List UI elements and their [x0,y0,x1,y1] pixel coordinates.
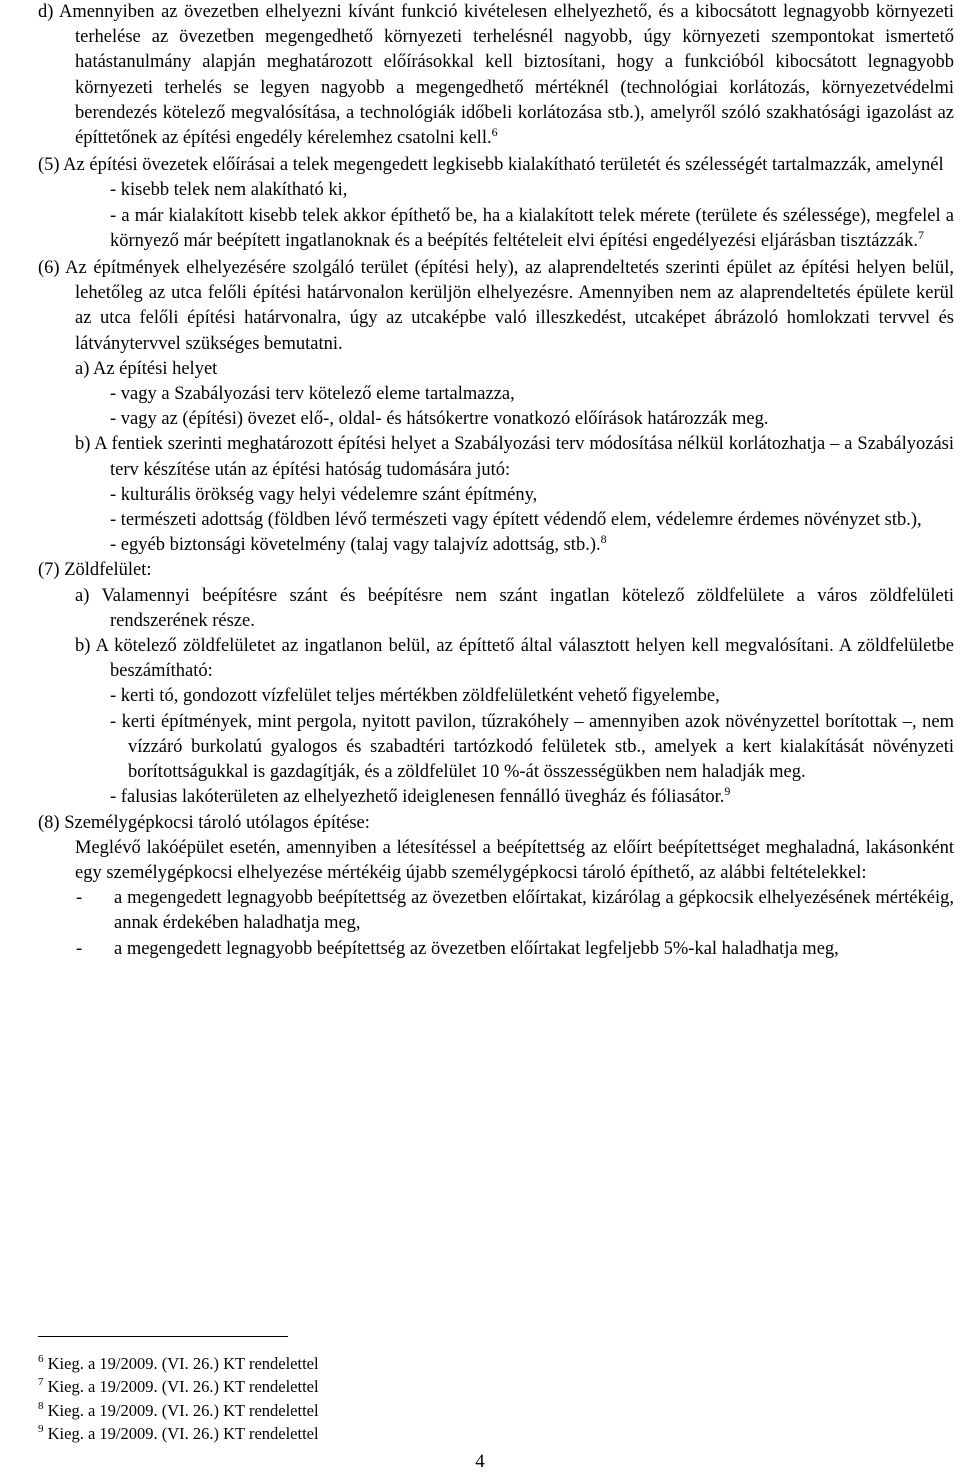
dash-marker: - [76,888,83,909]
footnote: $^9$ Kieg. a 19/2009. (VI. 26.) KT rendelettel [38,1422,319,1443]
footnote-ref-9[interactable]: 9 [724,784,731,799]
footnote: $^6$ Kieg. a 19/2009. (VI. 26.) KT rendelettel [38,1353,319,1373]
paragraph-7-a: a) Valamennyi beépítésre szánt és beépítésre nem szánt ingatlan kötelező zöldfelülete a város zöldfelületi rendszerének része. [75,585,954,631]
paragraph-6-a-item-1: - vagy a Szabályozási terv kötelező eleme tartalmazza, [110,384,515,405]
paragraph-6-b: b) A fentiek szerinti meghatározott építési helyet a Szabályozási terv módosítása nélkül korlátozhatja – a Szabályozási terv készítése után az építési hatóság tudomására jutó: [75,434,954,480]
paragraph-7-b-item-2: - kerti építmények, mint pergola, nyitott pavilon, tűzrakóhely – amennyiben azok növényzettel borítottak –, nem vízzáró burkolatú gyalogos és szabadtéri tartózkodó felületek stb., amelyek a kert kialakítását növényzeti borítottságukkal is gazdagítják, és a zöldfelület 10 %-át összességükben nem haladják meg. [110,711,954,783]
footnote-separator [38,1336,288,1337]
paragraph-8-item-2: - a megengedett legnagyobb beépítettség az övezetben előírtakat legfeljebb 5%-kal haladhatja meg, [38,937,954,962]
paragraph-7-b: b) A kötelező zöldfelületet az ingatlanon belül, az építtető által választott helyen kell megvalósítani. A zöldfelületbe beszámítható: [75,636,954,682]
paragraph-7-b-item-1: - kerti tó, gondozott vízfelület teljes mértékben zöldfelületként vehető figyelembe, [110,686,720,707]
paragraph-8-title: (8) Személygépkocsi tároló utólagos építése: [38,812,370,833]
footnote: $^8$ Kieg. a 19/2009. (VI. 26.) KT rendelettel [38,1399,319,1420]
paragraph-6-b-item-1: - kulturális örökség vagy helyi védelemre szánt építmény, [110,484,538,505]
paragraph-5: (5) Az építési övezetek előírásai a telek megengedett legkisebb kialakítható területét és szélességét tartalmazzák, amelynél [38,155,944,176]
footnotes [38,1352,319,1445]
paragraph-6: (6) Az építmények elhelyezésére szolgáló terület (építési hely), az alaprendeltetés szerinti épület az építési helyen belül, lehetőleg az utca felőli építési határvonalon kerüljön elhelyezésre. Amennyiben nem az alaprendeltetés épülete kerül az utca felőli építési határvonalra, úgy az utcaképbe való illeszkedést, utcaképet ábrázoló homlokzati tervvel és látványtervvel szükséges bemutatni. [38,258,954,354]
footnote-ref-6[interactable]: 6 [491,125,498,140]
paragraph-6-a-item-2: - vagy az (építési) övezet elő-, oldal- és hátsókertre vonatkozó előírások határozzák meg. [110,409,769,430]
paragraph-5-line-2: - a már kialakított kisebb telek akkor építhető be, ha a kialakított telek mérete (területe és szélessége), megfelel a környező már beépített ingatlanoknak és a beépítés feltételeit elvi építési engedélyezési eljárásban tisztázzák.$^7$ [110,205,954,251]
paragraph-8-item-1: - a megengedett legnagyobb beépítettség az övezetben előírtakat, kizárólag a gépkocsik elhelyezésének mértékéig, annak érdekében haladhatja meg, [76,888,954,934]
paragraph-7-b-item-3: - falusias lakóterületen az elhelyezhető ideiglenesen fennálló üvegház és fóliasátor.$^9$ [110,784,731,808]
paragraph-6-b-item-3: - egyéb biztonsági követelmény (talaj vagy talajvíz adottság, stb.).$^8$ [110,532,607,556]
footnote: $^7$ Kieg. a 19/2009. (VI. 26.) KT rendelettel [38,1376,319,1397]
paragraph-6-a-label: a) Az építési helyet [75,358,218,379]
paragraph-7-title: (7) Zöldfelület: [38,560,152,581]
paragraph-6-b-item-2: - természeti adottság (földben lévő természeti vagy épített védendő elem, védelemre érdemes növényzet stb.), [110,510,922,531]
dash-marker: - [76,938,83,959]
paragraph-d: d) Amennyiben az övezetben elhelyezni kívánt funkció kivételesen elhelyezhető, és a kibocsátott legnagyobb környezeti terhelése az övezetben megengedhető környezeti terhelésnél nagyobb, úgy környezeti szempontokat ismertető hatástanulmány alapján meghatározott előírásokkal kell biztosítani, hogy a funkcióból kibocsátott legnagyobb környezeti terhelés se legyen nagyobb a megengedhető mértéknél (technológiai korlátozás, környezetvédelmi berendezés kötelező megvalósítása, a technológiák időbeli korlátozása stb.), amelyről szóló szakhatósági igazolást az építtetőnek az építési engedély kérelemhez csatolni kell.$^6$ [38,2,954,149]
paragraph-5-line-1: - kisebb telek nem alakítható ki, [110,180,348,201]
footnote-ref-7[interactable]: 7 [917,227,924,242]
footnote-ref-8[interactable]: 8 [600,532,607,547]
paragraph-8-text: Meglévő lakóépület esetén, amennyiben a létesítéssel a beépítettség az előírt beépítettséget meghaladná, lakásonként egy személygépkocsi elhelyezése mértékéig újabb személygépkocsi tároló építhető, az alábbi feltételekkel: [75,837,954,883]
page-number: 4 [475,1452,485,1472]
